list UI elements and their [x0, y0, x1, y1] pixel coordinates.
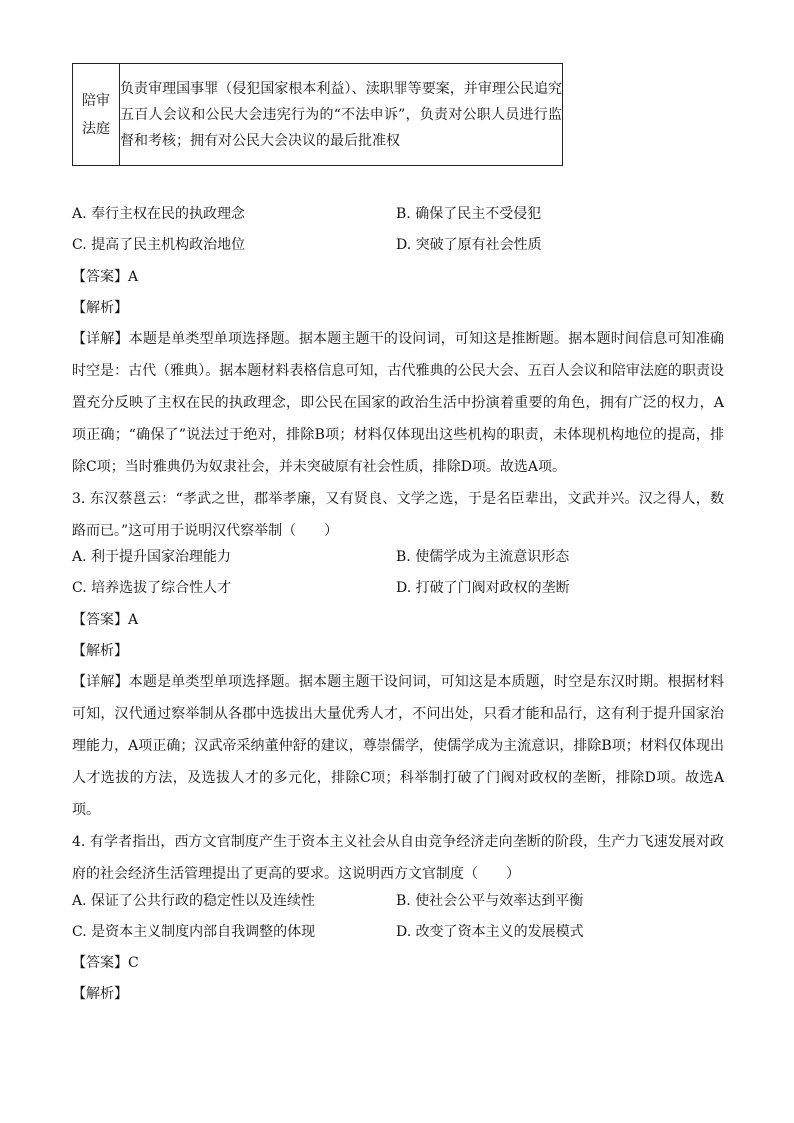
q2-analysis-label: 【解析】 [72, 300, 128, 316]
q4-option-b: B. 使社会公平与效率达到平衡 [396, 893, 584, 909]
q3-option-b: B. 使儒学成为主流意识形态 [396, 549, 570, 565]
q2-option-c: C. 提高了民主机构政治地位 [72, 237, 246, 253]
q3-option-c: C. 培养选拔了综合性人才 [72, 580, 232, 596]
q4-option-a: A. 保证了公共行政的稳定性以及连续性 [72, 893, 316, 909]
q2-detail: 【详解】本题是单类型单项选择题。据本题主题干的设问词，可知这是推断题。据本题时间信息可知准确时空是：古代（雅典）。据本题材料表格信息可知，古代雅典的公民大会、五百人会议和陪审法庭的职责设置充分反映了主权在民的执政理念，即公民在国家的政治生活中扮演着重要的角色，拥有广泛的权力，A项正确；“确保了”说法过于绝对，排除B项；材料仅体现出这些机构的职责，未体现机构地位的提高，排除C项；当时雅典仍为奴隶社会，并未突破原有社会性质，排除D项。故选A项。 [72, 331, 724, 475]
q3-stem: 3. 东汉蔡邕云：“孝武之世，郡举孝廉，又有贤良、文学之选，于是名臣辈出，文武并兴。汉之得人，数路而已。”这可用于说明汉代察举制（ ） [72, 491, 724, 539]
q4-option-c: C. 是资本主义制度内部自我调整的体现 [72, 924, 316, 940]
q2-answer: 【答案】A [72, 269, 139, 285]
q3-detail: 【详解】本题是单类型单项选择题。据本题主题干设问词，可知这是本质题，时空是东汉时期。根据材料可知，汉代通过察举制从各郡中选拔出大量优秀人才，不问出处，只看才能和品行，这有利于提升国家治理能力，A项正确；汉武帝采纳董仲舒的建议，尊崇儒学，使儒学成为主流意识，排除B项；材料仅体现出人才选拔的方法，及选拔人才的多元化，排除C项；科举制打破了门阀对政权的垄断，排除D项。故选A项。 [72, 674, 724, 818]
table-row-header [73, 64, 120, 166]
q3-answer: 【答案】A [72, 612, 139, 628]
q3-option-d: D. 打破了门阀对政权的垄断 [396, 580, 570, 596]
q4-stem: 4. 有学者指出，西方文官制度产生于资本主义社会从自由竞争经济走向垄断的阶段，生产力飞速发展对政府的社会经济生活管理提出了更高的要求。这说明西方文官制度（ ） [72, 834, 724, 882]
q4-analysis-label: 【解析】 [72, 986, 128, 1002]
q2-option-d: D. 突破了原有社会性质 [396, 237, 542, 253]
table-row-text: 负责审理国事罪（侵犯国家根本利益）、渎职罪等要案，并审理公民追究五百人会议和公民大会违宪行为的“不法申诉”，负责对公职人员进行监督和考核；拥有对公民大会决议的最后批准权 [120, 64, 563, 166]
table-row [73, 64, 563, 166]
court-table [72, 63, 563, 166]
q4-answer: 【答案】C [72, 955, 139, 971]
q2-option-b: B. 确保了民主不受侵犯 [396, 206, 542, 222]
q4-option-d: D. 改变了资本主义的发展模式 [396, 924, 584, 940]
q3-analysis-label: 【解析】 [72, 643, 128, 659]
row-header-text: 陪审法庭 [82, 92, 110, 137]
q3-option-a: A. 利于提升国家治理能力 [72, 549, 232, 565]
q2-option-a: A. 奉行主权在民的执政理念 [72, 206, 246, 222]
